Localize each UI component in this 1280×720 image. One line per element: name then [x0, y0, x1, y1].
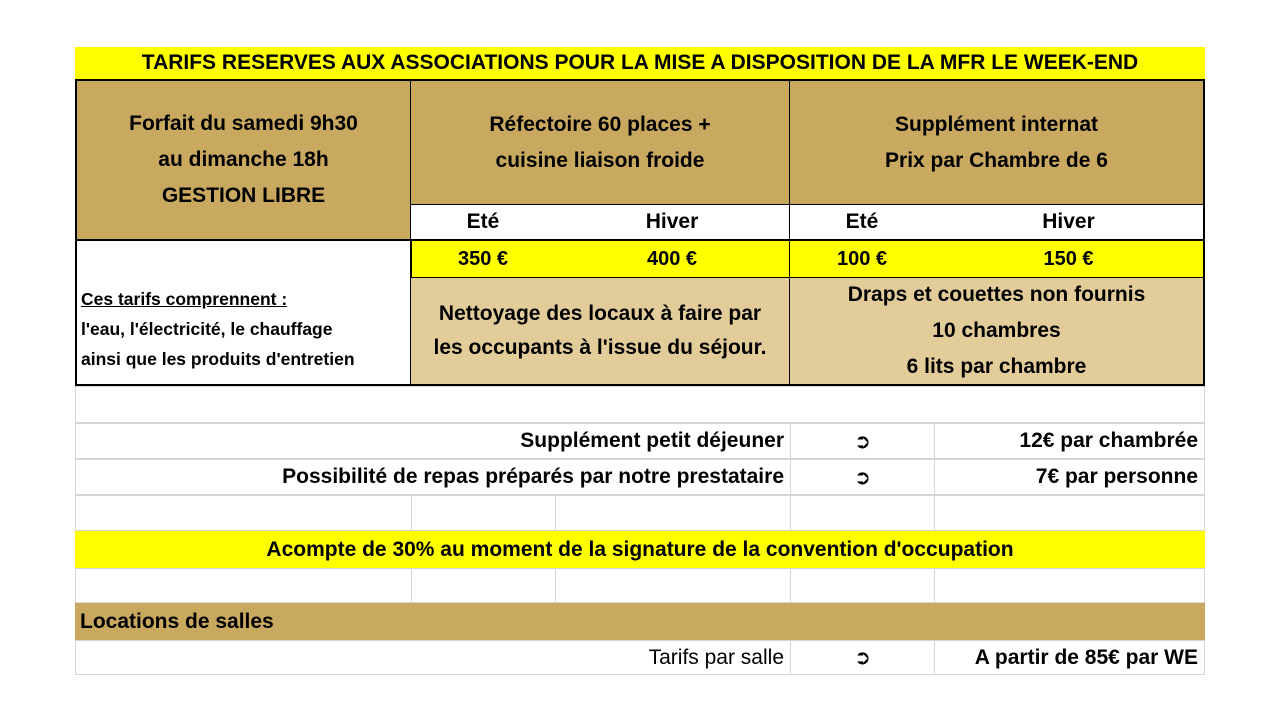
arrow-icon: ➲ [854, 647, 871, 669]
refectoire-ete-price [411, 241, 556, 278]
locations-heading-text: Locations de salles [80, 609, 274, 633]
season-label: Hiver [645, 210, 699, 233]
empty-cell [934, 495, 1205, 531]
extra-arrow-breakfast [790, 423, 935, 459]
locations-value-cell [934, 640, 1205, 675]
extra-label: Supplément petit déjeuner [520, 429, 784, 452]
inclus-block [75, 241, 412, 386]
empty-cell [411, 495, 556, 531]
empty-cell [75, 495, 412, 531]
locations-arrow-cell [790, 640, 935, 675]
internat-ete-label [790, 205, 935, 241]
empty-cell [555, 568, 791, 603]
forfait-line3: GESTION LIBRE [161, 184, 326, 207]
locations-value: A partir de 85€ par WE [974, 645, 1198, 669]
internat-note3: 6 lits par chambre [906, 355, 1087, 378]
empty-cell [934, 568, 1205, 603]
empty-cell [790, 495, 935, 531]
season-label: Eté [466, 210, 500, 233]
refectoire-hiver-price [555, 241, 791, 278]
internat-header [790, 81, 1205, 205]
forfait-line1: Forfait du samedi 9h30 [129, 112, 358, 135]
refectoire-line1: Réfectoire 60 places + [489, 112, 711, 136]
refectoire-note2: les occupants à l'issue du séjour. [433, 336, 767, 359]
price-value: 100 € [836, 247, 888, 270]
internat-hiver-price [934, 241, 1205, 278]
empty-row [75, 386, 1205, 423]
empty-cell [790, 568, 935, 603]
empty-cell [75, 568, 412, 603]
forfait-line2: au dimanche 18h [158, 148, 329, 171]
title-banner [75, 47, 1205, 81]
refectoire-hiver-label [555, 205, 791, 241]
extra-value-breakfast [934, 423, 1205, 459]
refectoire-ete-label [411, 205, 556, 241]
empty-cell [411, 568, 556, 603]
empty-cell [555, 495, 791, 531]
forfait-header [75, 81, 412, 241]
acompte-text: Acompte de 30% au moment de la signature de la convention d'occupation [266, 537, 1014, 561]
inclus-heading: Ces tarifs comprennent : [81, 289, 288, 309]
arrow-icon: ➲ [854, 466, 871, 489]
price-value: 350 € [457, 247, 509, 270]
price-value: 150 € [1043, 247, 1094, 270]
internat-line1: Supplément internat [894, 112, 1099, 136]
internat-note [790, 278, 1205, 386]
internat-note1: Draps et couettes non fournis [847, 283, 1146, 306]
locations-label-cell [75, 640, 791, 675]
inclus-line2: ainsi que les produits d'entretien [81, 349, 355, 369]
price-value: 400 € [646, 247, 698, 270]
extra-arrow-meals [790, 459, 935, 495]
season-label: Hiver [1042, 210, 1095, 233]
extra-label-breakfast [75, 423, 791, 459]
locations-heading [75, 603, 1205, 640]
extra-value: 7€ par personne [1035, 465, 1198, 488]
season-label: Eté [845, 210, 879, 233]
internat-hiver-label [934, 205, 1205, 241]
refectoire-header [411, 81, 791, 205]
extra-label-meals [75, 459, 791, 495]
internat-line2: Prix par Chambre de 6 [885, 148, 1108, 172]
acompte-banner [75, 531, 1205, 568]
extra-label: Possibilité de repas préparés par notre prestataire [282, 465, 784, 488]
internat-ete-price [790, 241, 935, 278]
extra-value: 12€ par chambrée [1019, 429, 1198, 452]
page-title: TARIFS RESERVES AUX ASSOCIATIONS POUR LA MISE A DISPOSITION DE LA MFR LE WEEK-END [141, 51, 1139, 74]
refectoire-line2: cuisine liaison froide [495, 148, 705, 172]
refectoire-note1: Nettoyage des locaux à faire par [438, 302, 762, 325]
arrow-icon: ➲ [854, 430, 871, 453]
inclus-line1: l'eau, l'électricité, le chauffage [81, 319, 333, 339]
internat-note2: 10 chambres [932, 319, 1061, 342]
refectoire-note [411, 278, 791, 386]
extra-value-meals [934, 459, 1205, 495]
locations-label: Tarifs par salle [648, 645, 784, 669]
